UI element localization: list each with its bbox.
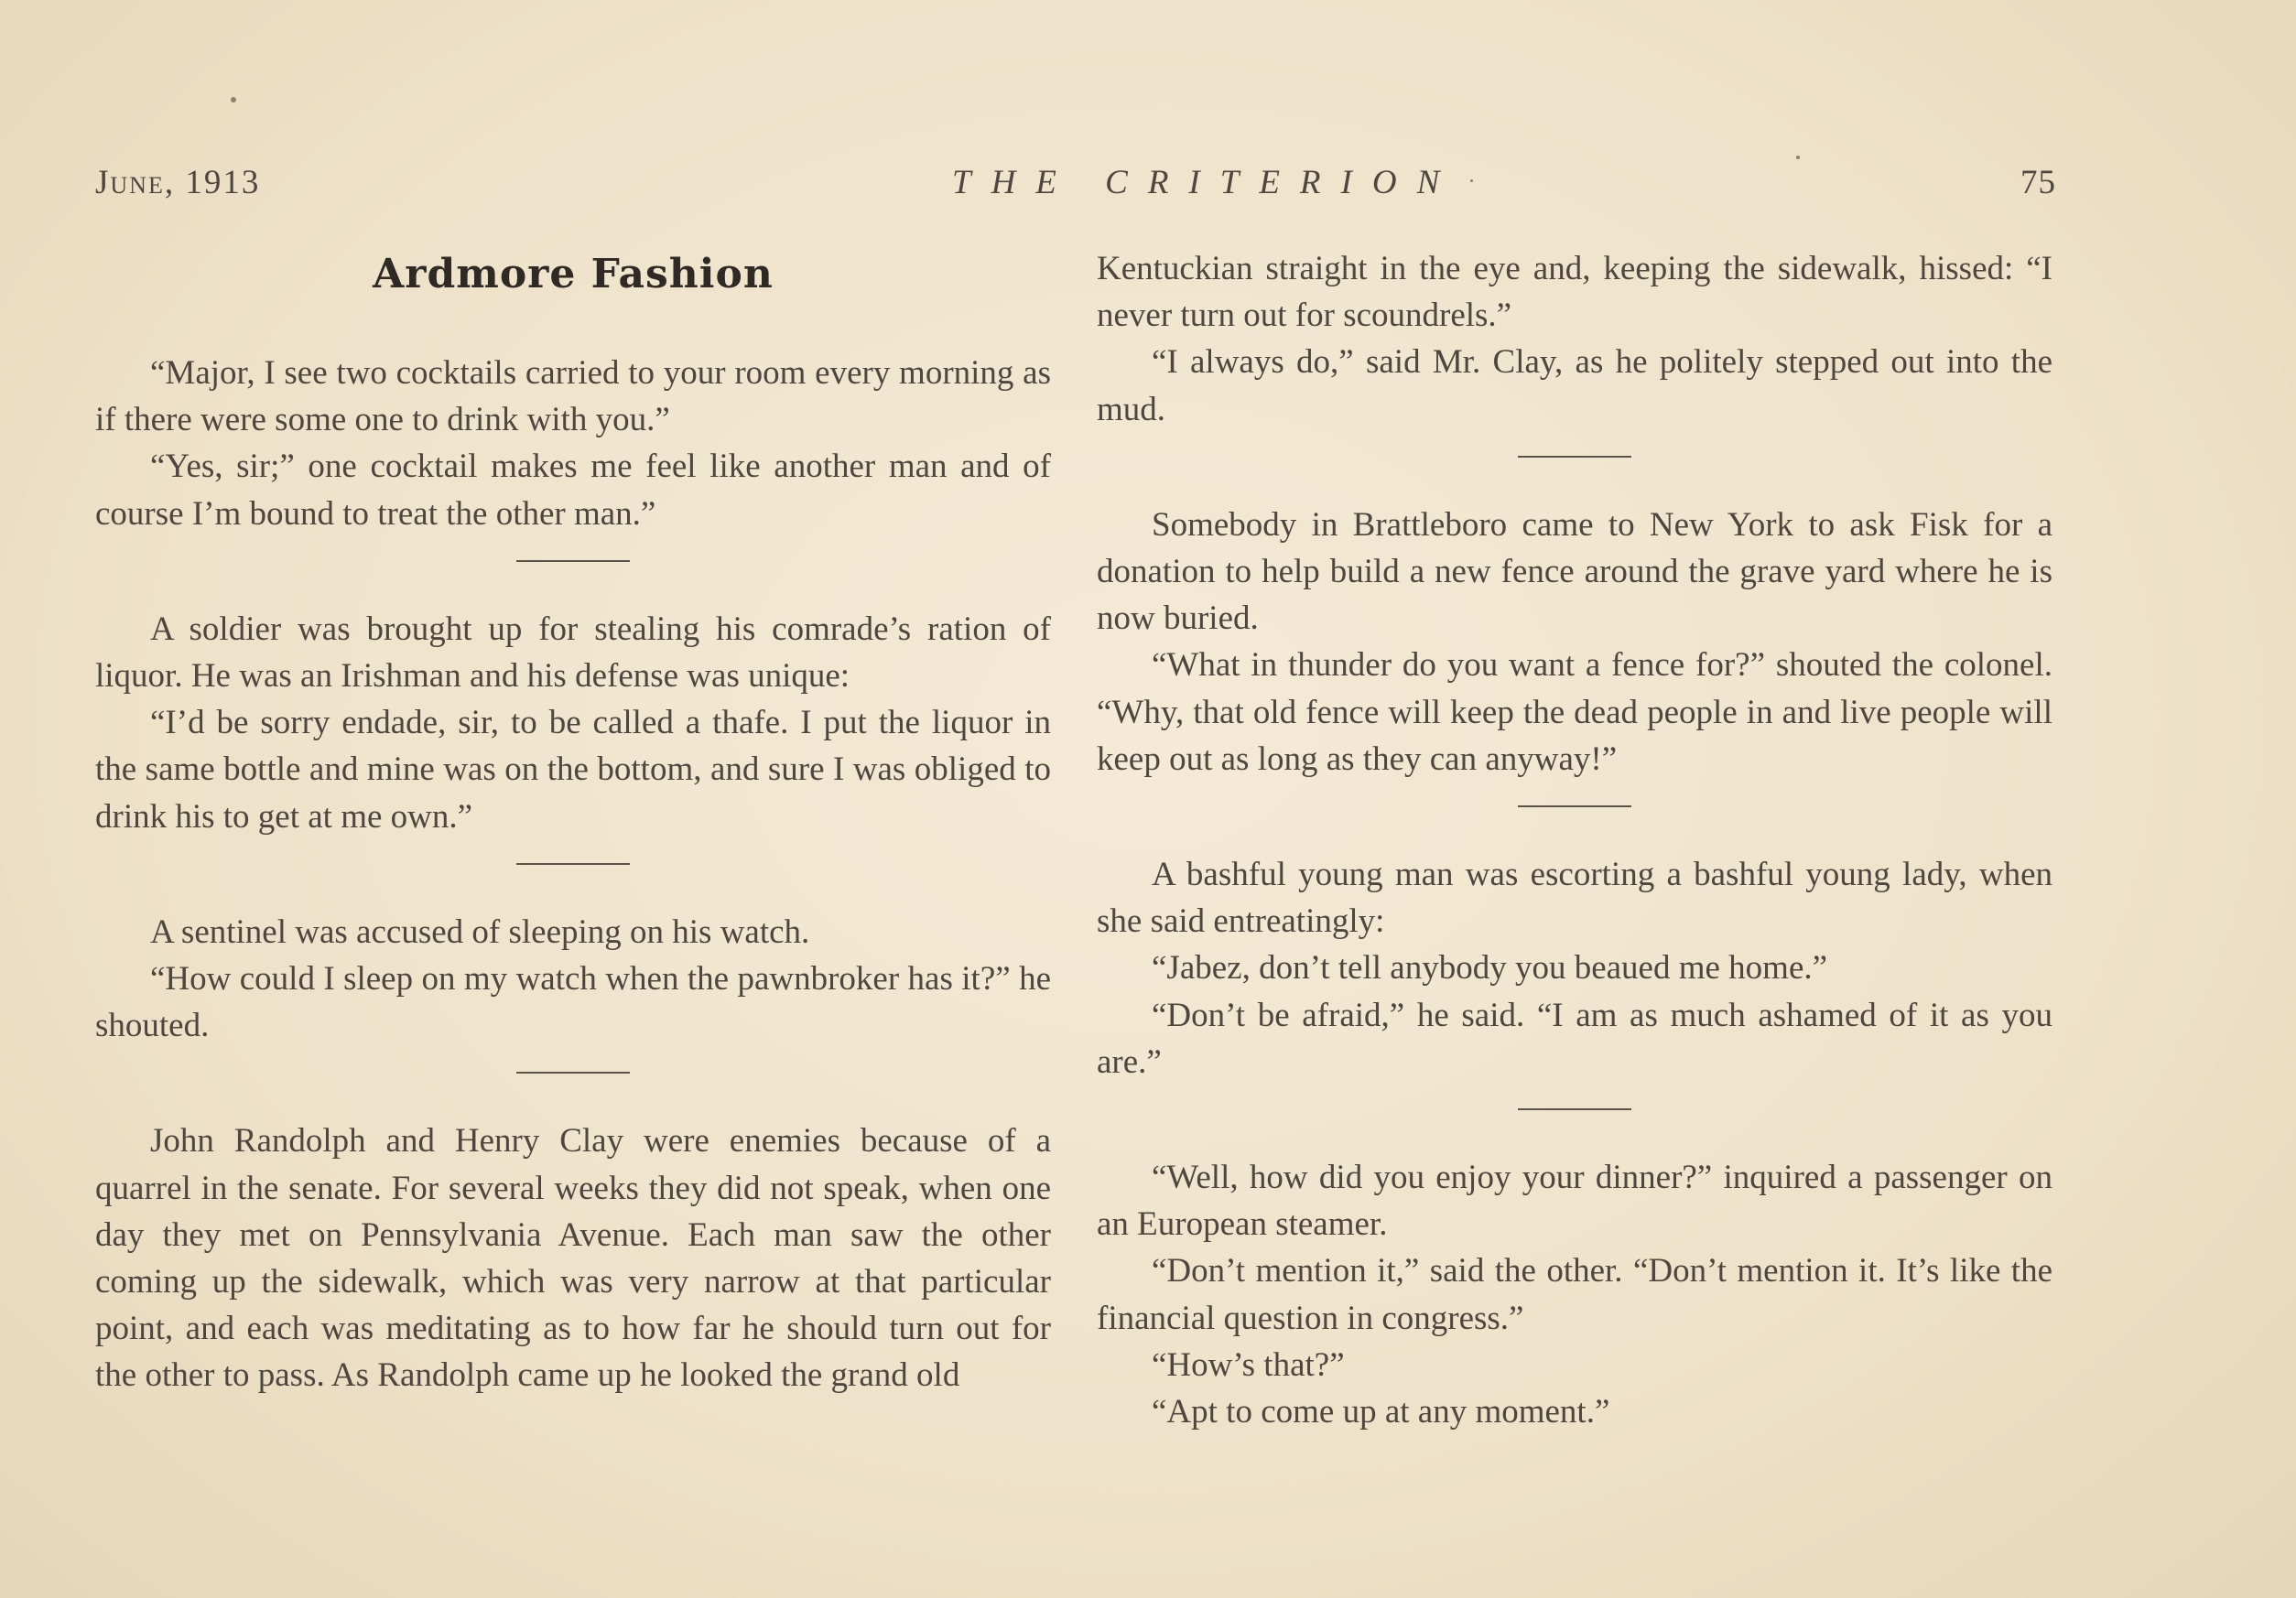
section-divider bbox=[516, 863, 630, 865]
paragraph: A sentinel was accused of sleeping on his watch. bbox=[150, 912, 810, 951]
paragraph: “I always do,” said Mr. Clay, as he politely stepped out into the mud. bbox=[1097, 343, 2052, 428]
section-divider bbox=[516, 560, 630, 562]
paper-speck bbox=[231, 97, 236, 103]
journal-title: THE CRITERION bbox=[952, 164, 1460, 201]
section-divider bbox=[1518, 456, 1631, 458]
paragraph: “Well, how did you enjoy your dinner?” inquired a passenger on an European steamer. bbox=[1097, 1159, 2052, 1244]
section-divider bbox=[1518, 805, 1631, 807]
issue-date: June, 1913 bbox=[95, 164, 261, 201]
paragraph: “How’s that?” bbox=[1152, 1345, 1345, 1384]
paragraph-continued: Kentuckian straight in the eye and, keeping the sidewalk, hissed: “I never turn out for scoundrels.” bbox=[1097, 250, 2052, 335]
paragraph: “Yes, sir;” one cocktail makes me feel like another man and of course I’m bound to treat the other man.” bbox=[95, 448, 1051, 533]
paragraph: “Jabez, don’t tell anybody you beaued me home.” bbox=[1152, 949, 1828, 988]
paragraph: John Randolph and Henry Clay were enemies because of a quarrel in the senate. For several weeks they did not speak, when one day they met on Pennsylvania Avenue. Each man saw the other coming up the sidewalk, which was very narrow at that particular point, and each was meditating as to how far he should turn out for the other to pass. As Randolph came up he looked the grand old bbox=[95, 1122, 1051, 1395]
running-header bbox=[95, 163, 2056, 212]
paragraph: Somebody in Brattleboro came to New York to ask Fisk for a donation to help build a new fence around the grave yard where he is now buried. bbox=[1097, 505, 2052, 638]
paragraph: “I’d be sorry endade, sir, to be called a thafe. I put the liquor in the same bottle and mine was on the bottom, and sure I was obliged to drink his to get at me own.” bbox=[95, 704, 1051, 836]
section-heading: Ardmore Fashion bbox=[373, 251, 774, 297]
paragraph: A soldier was brought up for stealing his comrade’s ration of liquor. He was an Irishman and his defense was unique: bbox=[95, 610, 1051, 696]
paper-speck bbox=[1796, 156, 1800, 159]
paragraph: “Apt to come up at any moment.” bbox=[1152, 1393, 1610, 1431]
paragraph: “Don’t mention it,” said the other. “Don’t mention it. It’s like the financial question in congress.” bbox=[1097, 1252, 2052, 1337]
paragraph: “What in thunder do you want a fence for?” shouted the colonel. “Why, that old fence will keep the dead people in and live people will keep out as long as they can anyway!” bbox=[1097, 646, 2052, 778]
page-number: 75 bbox=[2020, 164, 2056, 201]
paragraph: “Don’t be afraid,” he said. “I am as much ashamed of it as you are.” bbox=[1097, 996, 2052, 1081]
left-column bbox=[95, 245, 1051, 1399]
paragraph: “Major, I see two cocktails carried to your room every morning as if there were some one to drink with you.” bbox=[95, 354, 1051, 439]
right-column bbox=[1097, 245, 2052, 1435]
paragraph: A bashful young man was escorting a bashful young lady, when she said entreatingly: bbox=[1097, 856, 2052, 941]
section-divider bbox=[1518, 1108, 1631, 1110]
paragraph: “How could I sleep on my watch when the pawnbroker has it?” he shouted. bbox=[95, 960, 1051, 1045]
section-divider bbox=[516, 1072, 630, 1074]
paper-speck bbox=[1470, 179, 1473, 182]
